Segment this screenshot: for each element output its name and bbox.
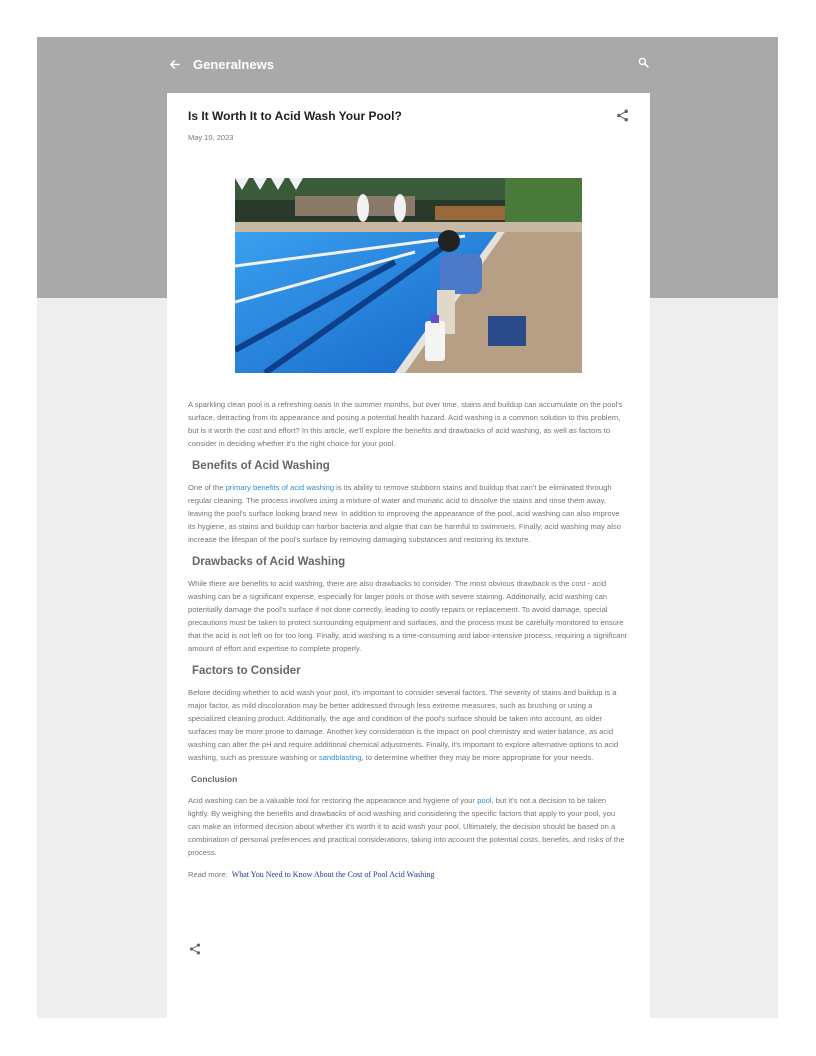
read-more-link[interactable]: What You Need to Know About the Cost of Pool Acid Washing [231,870,435,879]
read-more [188,868,629,881]
site-title[interactable]: Generalnews [193,56,274,72]
drawbacks-paragraph: While there are benefits to acid washing, there are also drawbacks to consider. The most obvious drawback is the cost - acid washing can be a significant expense, especially for larger pools or those with severe staining. Additionally, acid washing can potentially damage the pool's surface if not done correctly, leading to costly repairs or replacement. To avoid damage, special precautions must be taken to protect surrounding equipment and surfaces, and the process must be carefully monitored to ensure that the acid is not left on for too long. Finally, acid washing is a time-consuming and labor-intensive process, requiring a significant amount of effort and expertise to complete properly. [188,579,627,653]
search-icon[interactable] [638,57,652,71]
factors-heading: Factors to Consider [192,665,301,677]
share-icon[interactable] [616,109,629,122]
pool-link[interactable]: pool [477,796,492,805]
read-more-label: Read more: [188,870,228,879]
factors-text-end: , to determine whether they may be more appropriate for your needs. [361,753,594,762]
post-body [188,398,629,881]
page-frame [37,37,778,1018]
top-bar [167,53,652,75]
conclusion-text-end: , but it's not a decision to be taken lightly. By weighing the benefits and drawbacks of acid washing and considering the specific factors that apply to your pool, you can make an informed decision about whether it's worth it to acid wash your pool. Ultimately, the decision should be based on a combination of personal preferences and practical considerations, taking into account the potential costs, benefits, and risks of the process. [188,796,625,857]
primary-benefits-link[interactable]: primary benefits of acid washing [225,483,335,492]
pool-photo [235,178,582,373]
benefits-heading: Benefits of Acid Washing [192,460,330,472]
arrow-left-icon[interactable] [167,57,181,71]
post-title: Is It Worth It to Acid Wash Your Pool? [188,109,402,123]
share-icon[interactable] [189,942,201,954]
intro-paragraph: A sparkling clean pool is a refreshing oasis in the summer months, but over time, stains and buildup can accumulate on the pool's surface, detracting from its appearance and posing a potential health hazard. Acid washing is a common solution to this problem, but is it worth the cost and effort? In this article, we'll explore the benefits and drawbacks of acid washing, as well as factors to consider in deciding whether it's the right choice for your pool. [188,400,623,448]
factors-paragraph [188,686,629,764]
conclusion-paragraph [188,794,629,859]
drawbacks-heading: Drawbacks of Acid Washing [192,556,346,568]
sandblasting-link[interactable]: sandblasting [318,753,362,762]
factors-text-start: Before deciding whether to acid wash your pool, it's important to consider several factors. The severity of stains and buildup is a major factor, as mild discoloration may be better addressed through less extreme measures, such as brushing or using a specialized cleaning product. Additionally, the age and condition of the pool's surface should be taken into account, as older surfaces may be more prone to damage. Another key consideration is the impact on pool chemistry and water balance, as acid washing can alter the pH and require additional chemical adjustments. Finally, it's important to explore alternative options to acid washing, such as pressure washing or [188,688,619,762]
conclusion-text-start: Acid washing can be a valuable tool for restoring the appearance and hygiene of your [188,796,478,805]
benefits-text-end: is its ability to remove stubborn stains and buildup that can't be eliminated through regular cleaning. The process involves using a mixture of water and muriatic acid to dissolve the stains and rinse them away, leaving the pool's surface looking brand new. In addition to improving the appearance of the pool, acid washing can also improve its hygiene, as stains and buildup can harbor bacteria and algae that can be harmful to swimmers. Finally, acid washing may also increase the lifespan of the pool's surface by removing damaging substances and restoring its texture. [188,483,621,544]
post-date: May 10, 2023 [188,133,234,142]
benefits-text-start: One of the [188,483,226,492]
benefits-paragraph [188,481,629,546]
post-card [167,93,650,1018]
conclusion-heading: Conclusion [191,774,238,784]
